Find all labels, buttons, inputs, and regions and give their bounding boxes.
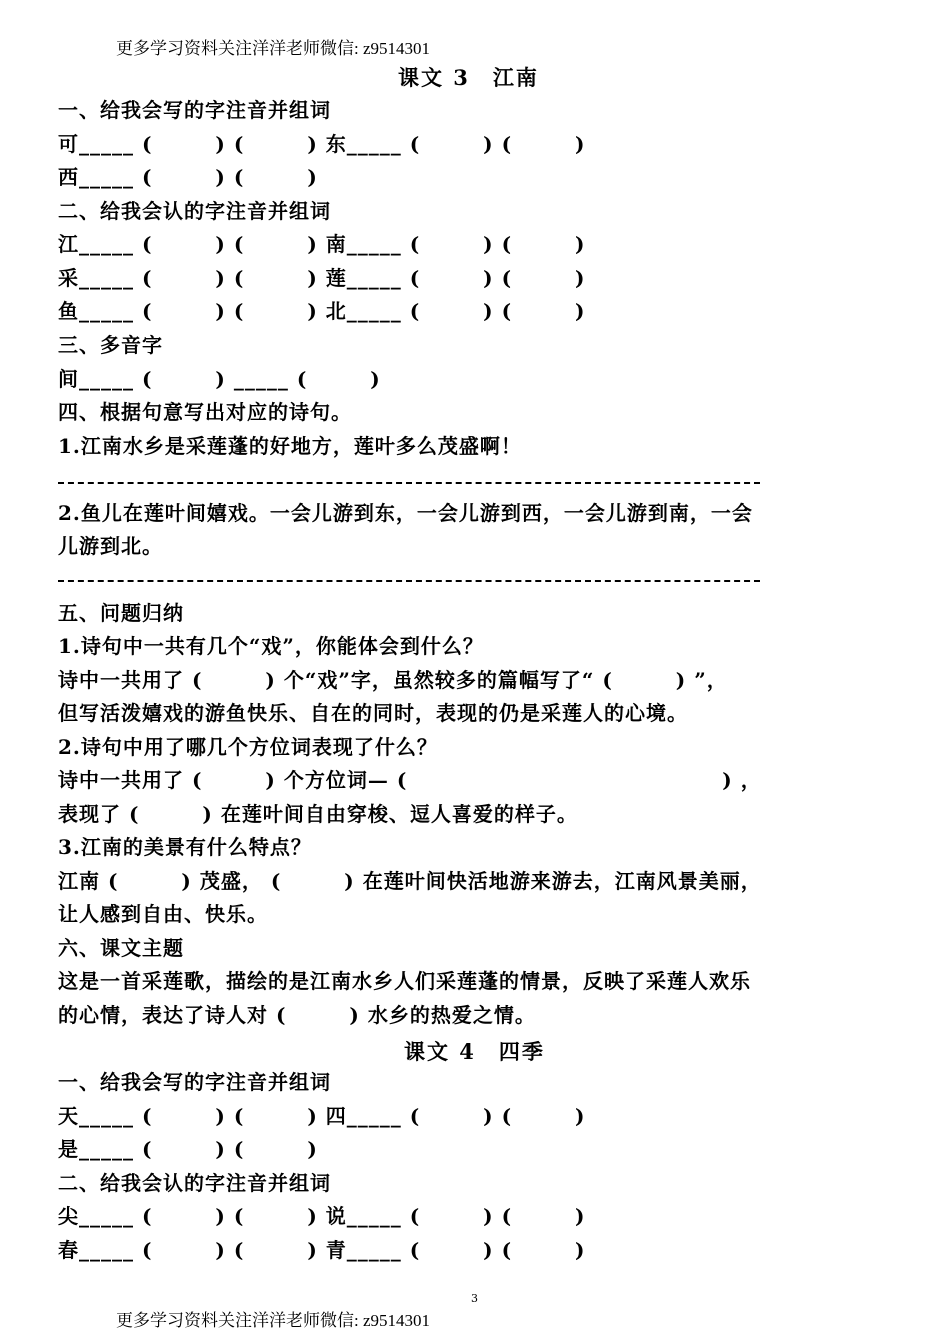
page-number: 3 <box>471 1292 478 1305</box>
answer-line-2[interactable] <box>58 580 760 582</box>
lesson4-title: 课文 4 四季 <box>404 1039 545 1064</box>
answer-line-1[interactable] <box>58 482 760 484</box>
l3-section5-a1-line1: 诗中一共用了 ( ) 个“戏”字，虽然较多的篇幅写了“ ( ) ”， <box>58 668 728 692</box>
l3-section5-q2: 2.诗句中用了哪几个方位词表现了什么？ <box>58 735 438 759</box>
l3-section6-line2: 的心情，表达了诗人对 ( ) 水乡的热爱之情。 <box>58 1003 536 1027</box>
l3-section2-row3: 鱼_____ ( ) ( ) 北_____ ( ) ( ) <box>58 299 586 323</box>
l3-section4-q2-line1: 2.鱼儿在莲叶间嬉戏。一会儿游到东，一会儿游到西，一会儿游到南，一会 <box>58 501 753 525</box>
l4-section2-title: 二、给我会认的字注音并组词 <box>58 1171 331 1195</box>
l3-section6-title: 六、课文主题 <box>58 936 184 960</box>
l4-section1-row1: 天_____ ( ) ( ) 四_____ ( ) ( ) <box>58 1104 586 1128</box>
l3-section4-title: 四、根据句意写出对应的诗句。 <box>58 400 352 424</box>
l3-section3-row1: 间_____ ( ) _____ ( ) <box>58 367 381 391</box>
l3-section1-row1: 可_____ ( ) ( ) 东_____ ( ) ( ) <box>58 132 586 156</box>
l3-section4-q1: 1.江南水乡是采莲蓬的好地方，莲叶多么茂盛啊！ <box>58 434 522 458</box>
l4-section1-title: 一、给我会写的字注音并组词 <box>58 1070 331 1094</box>
l3-section5-q3: 3.江南的美景有什么特点？ <box>58 835 312 859</box>
l4-section1-row2: 是_____ ( ) ( ) <box>58 1137 318 1161</box>
l3-section2-title: 二、给我会认的字注音并组词 <box>58 199 331 223</box>
l3-section2-row2: 采_____ ( ) ( ) 莲_____ ( ) ( ) <box>58 266 586 290</box>
l3-section6-line1: 这是一首采莲歌，描绘的是江南水乡人们采莲蓬的情景，反映了采莲人欢乐 <box>58 969 751 993</box>
lesson3-title: 课文 3 江南 <box>398 65 539 90</box>
l3-section5-a3-line2: 让人感到自由、快乐。 <box>58 902 268 926</box>
l3-section5-q1: 1.诗句中一共有几个“戏”，你能体会到什么？ <box>58 634 484 658</box>
l3-section5-a1-line2: 但写活泼嬉戏的游鱼快乐、自在的同时，表现的仍是采莲人的心境。 <box>58 701 688 725</box>
l3-section3-title: 三、多音字 <box>58 333 163 357</box>
l3-section5-title: 五、问题归纳 <box>58 601 184 625</box>
page-footer: 更多学习资料关注洋洋老师微信: z9514301 <box>116 1311 431 1330</box>
l4-section2-row1: 尖_____ ( ) ( ) 说_____ ( ) ( ) <box>58 1204 586 1228</box>
page-header: 更多学习资料关注洋洋老师微信: z9514301 <box>116 39 431 58</box>
l3-section5-a2-line2: 表现了 ( ) 在莲叶间自由穿梭、逗人喜爱的样子。 <box>58 802 578 826</box>
l3-section1-row2: 西_____ ( ) ( ) <box>58 165 318 189</box>
l3-section5-a2-line1: 诗中一共用了 ( ) 个方位词— ( ) ， <box>58 768 762 792</box>
l3-section1-title: 一、给我会写的字注音并组词 <box>58 98 331 122</box>
l4-section2-row2: 春_____ ( ) ( ) 青_____ ( ) ( ) <box>58 1238 586 1262</box>
l3-section4-q2-line2: 儿游到北。 <box>58 534 163 558</box>
l3-section2-row1: 江_____ ( ) ( ) 南_____ ( ) ( ) <box>58 232 586 256</box>
l3-section5-a3-line1: 江南 ( ) 茂盛， ( ) 在莲叶间快活地游来游去，江南风景美丽， <box>58 869 762 893</box>
